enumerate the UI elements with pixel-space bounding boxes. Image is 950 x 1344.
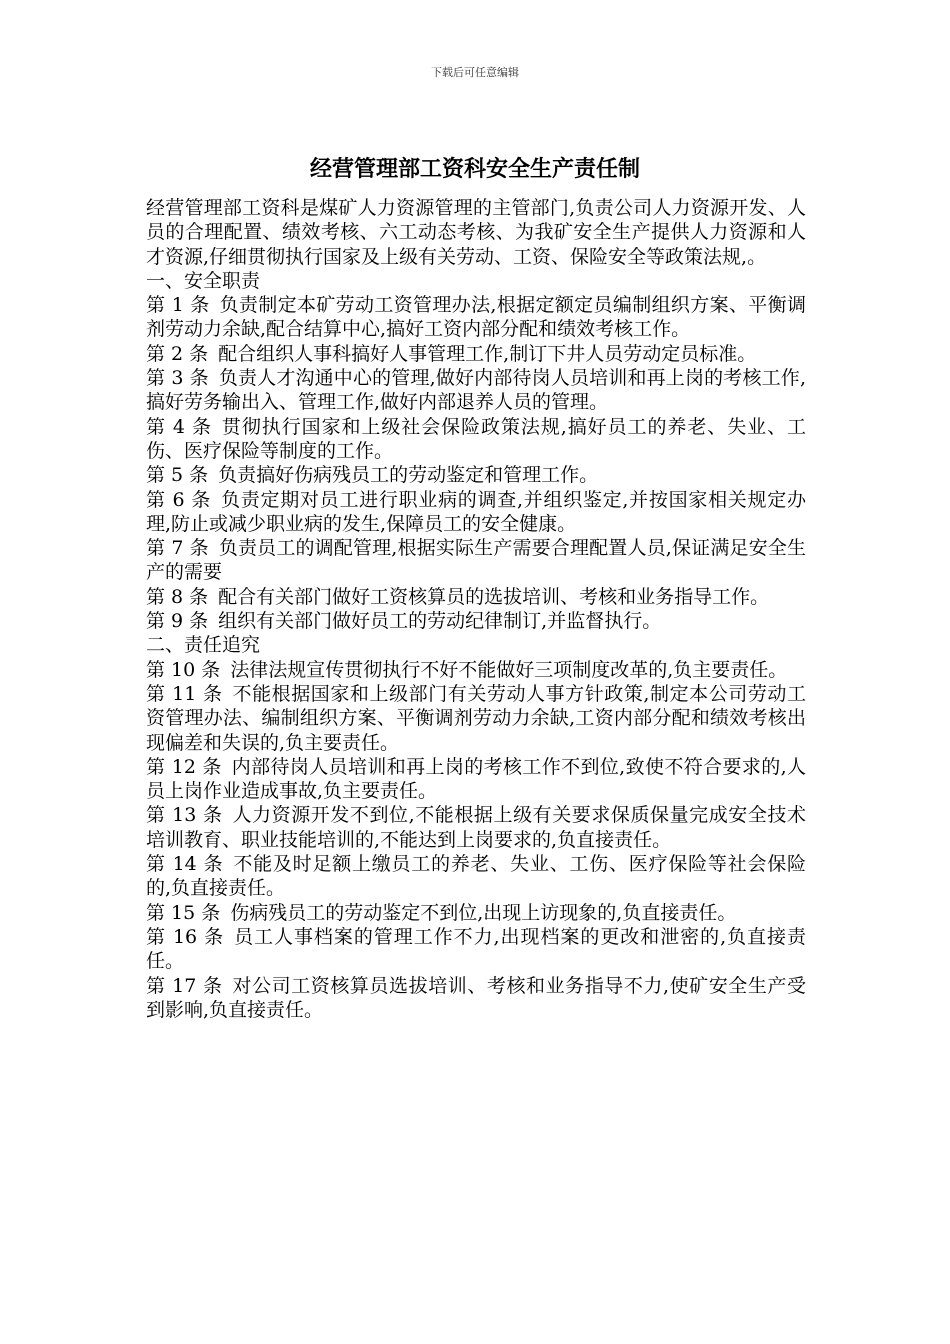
article-15 [146,901,806,925]
document-body [146,196,806,1022]
intro-paragraph: 经营管理部工资科是煤矿人力资源管理的主管部门,负责公司人力资源开发、人员的合理配置、绩效考核、六工动态考核、为我矿安全生产提供人力资源和人才资源,仔细贯彻执行国家及上级有关劳动、工资、保险安全等政策法规,。 [146,197,806,268]
article-text: 负责员工的调配管理,根据实际生产需要合理配置人员,保证满足安全生产的需要 [146,537,806,584]
article-number: 第 6 条 [146,488,212,511]
article-14 [146,852,806,901]
article-text: 不能及时足额上缴员工的养老、失业、工伤、医疗保险等社会保险的,负直接责任。 [146,853,806,900]
article-8 [146,585,806,609]
article-number: 第 12 条 [146,755,222,778]
article-text: 负责人才沟通中心的管理,做好内部待岗人员培训和再上岗的考核工作,搞好劳务输出入、管理工作,做好内部退养人员的管理。 [146,367,806,414]
article-text: 贯彻执行国家和上级社会保险政策法规,搞好员工的养老、失业、工伤、医疗保险等制度的工作。 [146,415,806,462]
article-16 [146,925,806,974]
article-text: 内部待岗人员培训和再上岗的考核工作不到位,致使不符合要求的,人员上岗作业造成事故,负主要责任。 [146,755,806,803]
article-text: 配合有关部门做好工资核算员的选拔培训、考核和业务指导工作。 [218,585,770,608]
article-number: 第 11 条 [146,682,223,705]
article-text: 对公司工资核算员选拔培训、考核和业务指导不力,使矿安全生产受到影响,负直接责任。 [146,974,806,1021]
section-heading-duties: 一、安全职责 [146,269,261,292]
article-text: 组织有关部门做好员工的劳动纪律制订,并监督执行。 [218,610,662,633]
article-number: 第 5 条 [146,464,209,487]
article-number: 第 4 条 [146,415,212,438]
article-7 [146,536,806,585]
article-number: 第 3 条 [146,367,209,390]
article-4 [146,415,806,464]
article-number: 第 17 条 [146,974,223,997]
article-number: 第 1 条 [146,294,210,317]
article-6 [146,488,806,537]
article-10 [146,658,806,682]
article-number: 第 9 条 [146,610,209,633]
article-17 [146,974,806,1023]
article-5 [146,463,806,487]
article-11 [146,682,806,755]
document-title: 经营管理部工资科安全生产责任制 [309,156,640,182]
article-text: 不能根据国家和上级部门有关劳动人事方针政策,制定本公司劳动工资管理办法、编制组织方案、平衡调剂劳动力余缺,工资内部分配和绩效考核出现偏差和失误的,负主要责任。 [146,682,806,754]
article-number: 第 16 条 [146,925,225,948]
article-2 [146,342,806,366]
article-1 [146,293,806,342]
article-text: 负责搞好伤病残员工的劳动鉴定和管理工作。 [218,464,599,487]
page-header-note: 下载后可任意编辑 [431,66,519,79]
article-9 [146,609,806,633]
article-number: 第 10 条 [146,658,221,681]
article-number: 第 8 条 [146,585,209,608]
article-text: 配合组织人事科搞好人事管理工作,制订下井人员劳动定员标准。 [218,342,757,365]
article-text: 员工人事档案的管理工作不力,出现档案的更改和泄密的,负直接责任。 [146,925,806,973]
article-number: 第 14 条 [146,853,224,876]
article-number: 第 7 条 [146,537,209,560]
article-text: 伤病残员工的劳动鉴定不到位,出现上访现象的,负直接责任。 [230,901,737,924]
section-heading-accountability: 二、责任追究 [146,634,261,657]
article-number: 第 15 条 [146,901,221,924]
article-text: 负责制定本矿劳动工资管理办法,根据定额定员编制组织方案、平衡调剂劳动力余缺,配合结算中心,搞好工资内部分配和绩效考核工作。 [146,294,806,341]
article-12 [146,755,806,804]
article-text: 负责定期对员工进行职业病的调查,并组织鉴定,并按国家相关规定办理,防止或减少职业病的发生,保障员工的安全健康。 [146,488,806,535]
article-3 [146,366,806,415]
article-text: 法律法规宣传贯彻执行不好不能做好三项制度改革的,负主要责任。 [230,658,788,681]
article-number: 第 2 条 [146,342,209,365]
article-number: 第 13 条 [146,804,223,827]
article-13 [146,803,806,852]
article-text: 人力资源开发不到位,不能根据上级有关要求保质保量完成安全技术培训教育、职业技能培训的,不能达到上岗要求的,负直接责任。 [146,804,806,851]
